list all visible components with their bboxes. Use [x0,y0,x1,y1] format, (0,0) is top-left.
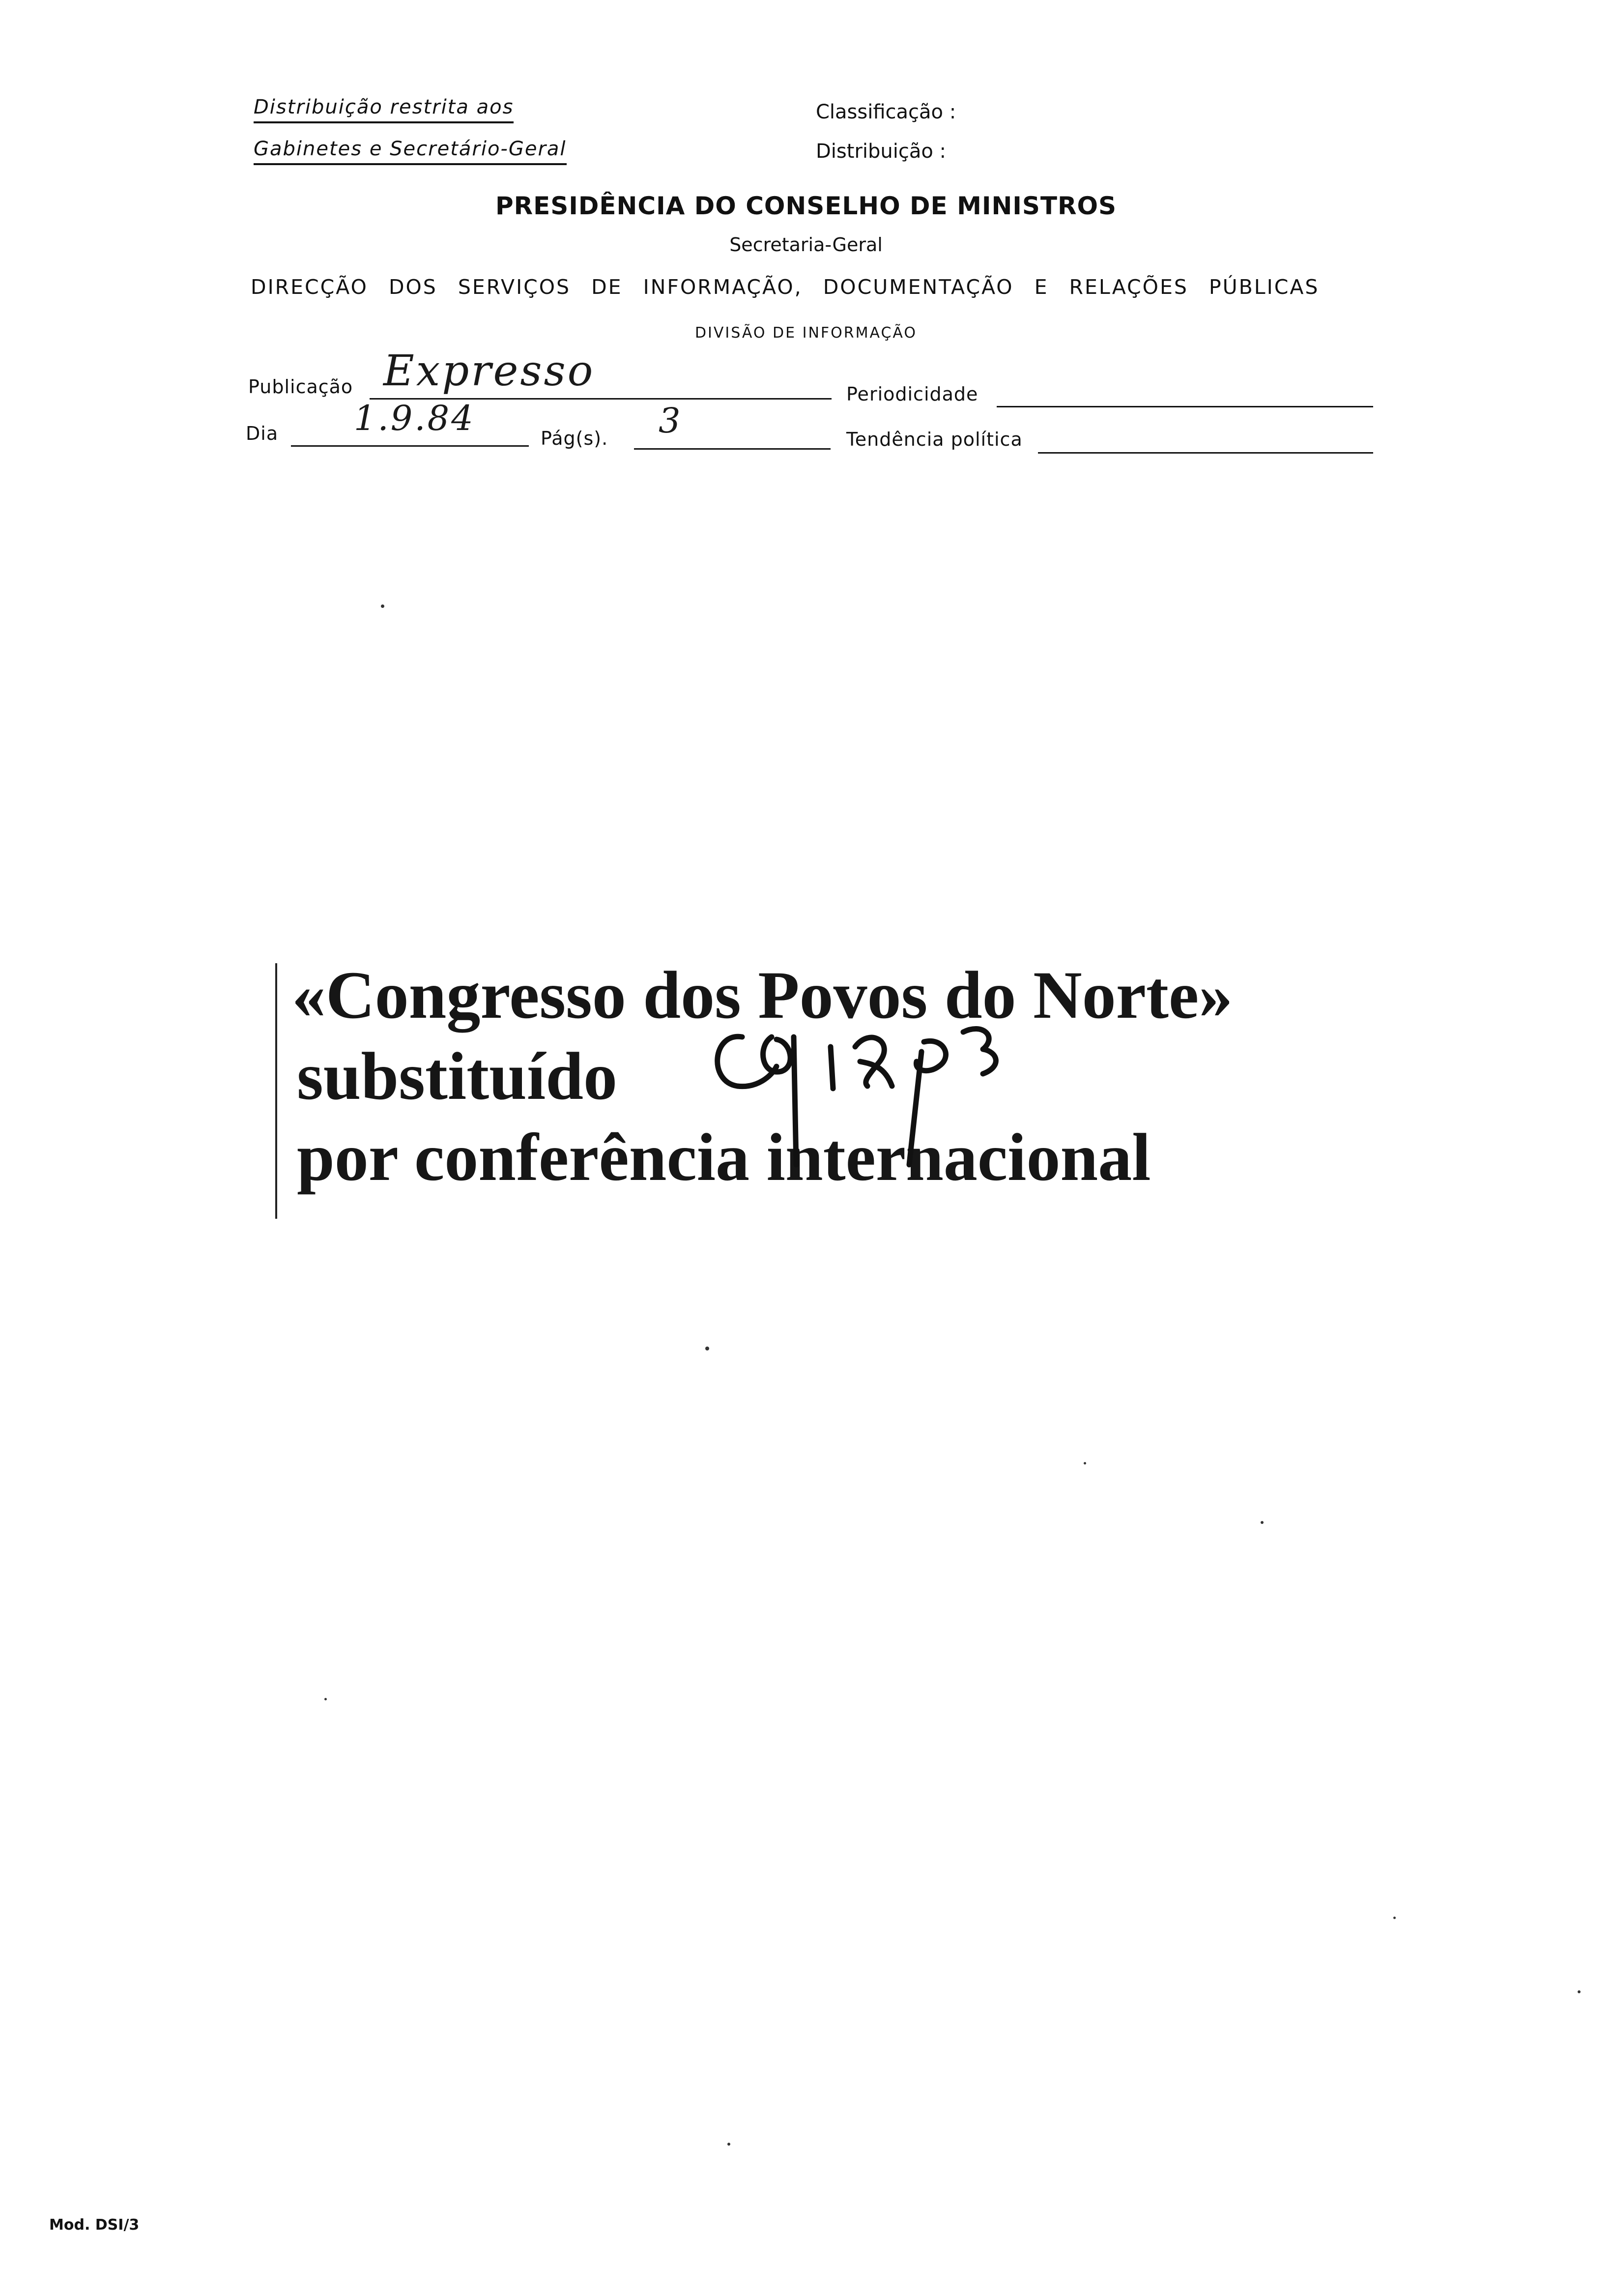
scan-speck [705,1347,709,1350]
restriction-line-1: Distribuição restrita aos [254,96,514,123]
scan-speck [1261,1521,1264,1524]
scan-speck [1393,1917,1396,1919]
headline-line-2: substituído [297,1038,617,1114]
publication-handwritten: Expresso [383,346,595,396]
political-tendency-underline [1038,452,1373,454]
clipping-edge [275,963,277,1219]
form-code: Mod. DSI/3 [49,2216,140,2234]
restriction-line-2: Gabinetes e Secretário-Geral [254,138,567,165]
distribution-label: Distribuição : [816,140,947,163]
division-label: DIVISÃO DE INFORMAÇÃO [694,324,918,342]
pages-underline [634,448,831,450]
periodicity-underline [997,406,1373,407]
pages-label: Pág(s). [541,428,608,449]
scan-speck [381,604,384,608]
pages-handwritten: 3 [659,401,683,441]
headline-line-3: por conferência internacional [297,1119,1151,1195]
political-tendency-label: Tendência política [846,429,1023,450]
handwritten-annotation-mark [698,1007,1052,1175]
organization-title: PRESIDÊNCIA DO CONSELHO DE MINISTROS [495,192,1117,220]
department-line: DIRECÇÃO DOS SERVIÇOS DE INFORMAÇÃO, DOCUMENTAÇÃO E RELAÇÕES PÚBLICAS [251,275,1320,299]
scan-speck [1578,1990,1581,1993]
day-underline [291,445,529,447]
headline-line-1: «Congresso dos Povos do Norte» [292,957,1233,1033]
organization-subtitle: Secretaria-Geral [729,234,883,256]
periodicity-label: Periodicidade [846,383,979,405]
classification-label: Classificação : [816,101,956,123]
scan-speck [324,1698,327,1700]
publication-label: Publicação [248,376,353,398]
day-handwritten: 1.9.84 [354,398,475,438]
scan-speck [727,2143,730,2146]
day-label: Dia [246,423,279,444]
scan-speck [1084,1462,1086,1464]
